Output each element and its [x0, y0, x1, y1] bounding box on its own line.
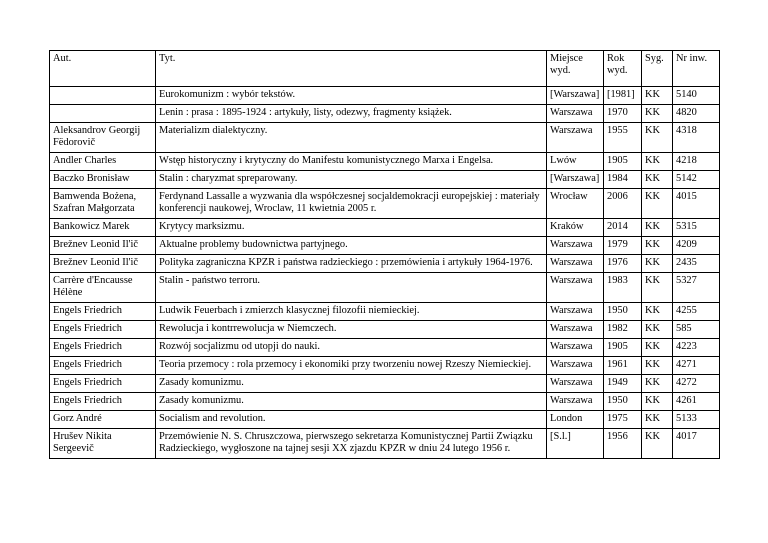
inventory-number-cell: 4218: [673, 153, 720, 171]
title-cell: Ferdynand Lassalle a wyzwania dla współczesnej socjaldemokracji europejskiej : materiały konferencji naukowej, Wroclaw, 11 kwietnia 2005 r.: [156, 189, 547, 219]
author-cell: Brežnev Leonid Il'ič: [50, 255, 156, 273]
year-cell: 1961: [604, 357, 642, 375]
signature-cell: KK: [642, 375, 673, 393]
table-row: [50, 393, 720, 411]
title-cell: Aktualne problemy budownictwa partyjnego.: [156, 237, 547, 255]
place-cell: Warszawa: [547, 321, 604, 339]
title-cell: Polityka zagraniczna KPZR i państwa radzieckiego : przemówienia i artykuły 1964-1976.: [156, 255, 547, 273]
author-cell: Brežnev Leonid Il'ič: [50, 237, 156, 255]
year-cell: 1975: [604, 411, 642, 429]
inventory-number-cell: 4017: [673, 429, 720, 459]
table-row: [50, 171, 720, 189]
year-cell: 1950: [604, 303, 642, 321]
inventory-number-cell: 4255: [673, 303, 720, 321]
place-cell: [Warszawa]: [547, 171, 604, 189]
place-cell: Warszawa: [547, 303, 604, 321]
place-cell: Wrocław: [547, 189, 604, 219]
author-cell: [50, 87, 156, 105]
table-row: [50, 321, 720, 339]
inventory-number-cell: 4223: [673, 339, 720, 357]
year-cell: 1983: [604, 273, 642, 303]
year-cell: 2006: [604, 189, 642, 219]
signature-cell: KK: [642, 219, 673, 237]
inventory-number-cell: 585: [673, 321, 720, 339]
inventory-number-cell: 4820: [673, 105, 720, 123]
title-cell: Ludwik Feuerbach i zmierzch klasycznej filozofii niemieckiej.: [156, 303, 547, 321]
author-cell: Engels Friedrich: [50, 375, 156, 393]
table-row: [50, 219, 720, 237]
column-header-place: Miejsce wyd.: [547, 51, 604, 87]
inventory-number-cell: 5327: [673, 273, 720, 303]
author-cell: [50, 105, 156, 123]
year-cell: 1949: [604, 375, 642, 393]
column-header-year: Rok wyd.: [604, 51, 642, 87]
inventory-number-cell: 4272: [673, 375, 720, 393]
place-cell: Warszawa: [547, 273, 604, 303]
place-cell: Warszawa: [547, 255, 604, 273]
signature-cell: KK: [642, 189, 673, 219]
place-cell: Warszawa: [547, 357, 604, 375]
author-cell: Engels Friedrich: [50, 321, 156, 339]
author-cell: Aleksandrov Georgij Fëdorovič: [50, 123, 156, 153]
signature-cell: KK: [642, 273, 673, 303]
table-row: [50, 237, 720, 255]
author-cell: Engels Friedrich: [50, 303, 156, 321]
title-cell: Stalin - państwo terroru.: [156, 273, 547, 303]
title-cell: Socialism and revolution.: [156, 411, 547, 429]
table-row: [50, 339, 720, 357]
title-cell: Rozwój socjalizmu od utopji do nauki.: [156, 339, 547, 357]
inventory-number-cell: 5140: [673, 87, 720, 105]
table-row: [50, 375, 720, 393]
table-row: [50, 123, 720, 153]
table-header-row: [50, 51, 720, 87]
author-cell: Hrušev Nikita Sergeevič: [50, 429, 156, 459]
column-header-signature: Syg.: [642, 51, 673, 87]
year-cell: 1984: [604, 171, 642, 189]
table-row: [50, 411, 720, 429]
signature-cell: KK: [642, 255, 673, 273]
year-cell: 1905: [604, 153, 642, 171]
year-cell: 1970: [604, 105, 642, 123]
author-cell: Engels Friedrich: [50, 357, 156, 375]
inventory-number-cell: 5315: [673, 219, 720, 237]
inventory-number-cell: 4261: [673, 393, 720, 411]
table-row: [50, 255, 720, 273]
place-cell: [Warszawa]: [547, 87, 604, 105]
author-cell: Bamwenda Bożena, Szafran Małgorzata: [50, 189, 156, 219]
place-cell: Lwów: [547, 153, 604, 171]
title-cell: Lenin : prasa : 1895-1924 : artykuły, listy, odezwy, fragmenty książek.: [156, 105, 547, 123]
place-cell: Warszawa: [547, 393, 604, 411]
author-cell: Baczko Bronisław: [50, 171, 156, 189]
signature-cell: KK: [642, 87, 673, 105]
inventory-number-cell: 4209: [673, 237, 720, 255]
place-cell: Warszawa: [547, 339, 604, 357]
inventory-number-cell: 4015: [673, 189, 720, 219]
author-cell: Engels Friedrich: [50, 393, 156, 411]
table-row: [50, 87, 720, 105]
author-cell: Andler Charles: [50, 153, 156, 171]
year-cell: 1982: [604, 321, 642, 339]
place-cell: [S.l.]: [547, 429, 604, 459]
author-cell: Bankowicz Marek: [50, 219, 156, 237]
column-header-title: Tyt.: [156, 51, 547, 87]
catalog-table: [49, 50, 720, 459]
author-cell: Carrère d'Encausse Hélène: [50, 273, 156, 303]
year-cell: 1950: [604, 393, 642, 411]
signature-cell: KK: [642, 123, 673, 153]
place-cell: Warszawa: [547, 375, 604, 393]
table-body: [50, 87, 720, 459]
table-row: [50, 273, 720, 303]
signature-cell: KK: [642, 357, 673, 375]
inventory-number-cell: 4271: [673, 357, 720, 375]
year-cell: 1905: [604, 339, 642, 357]
year-cell: 1976: [604, 255, 642, 273]
title-cell: Stalin : charyzmat spreparowany.: [156, 171, 547, 189]
inventory-number-cell: 4318: [673, 123, 720, 153]
catalog-page: [49, 50, 719, 459]
inventory-number-cell: 5133: [673, 411, 720, 429]
table-row: [50, 153, 720, 171]
signature-cell: KK: [642, 339, 673, 357]
signature-cell: KK: [642, 171, 673, 189]
title-cell: Eurokomunizm : wybór tekstów.: [156, 87, 547, 105]
year-cell: 2014: [604, 219, 642, 237]
signature-cell: KK: [642, 411, 673, 429]
signature-cell: KK: [642, 237, 673, 255]
title-cell: Krytycy marksizmu.: [156, 219, 547, 237]
signature-cell: KK: [642, 153, 673, 171]
table-row: [50, 105, 720, 123]
place-cell: Kraków: [547, 219, 604, 237]
signature-cell: KK: [642, 303, 673, 321]
title-cell: Rewolucja i kontrrewolucja w Niemczech.: [156, 321, 547, 339]
author-cell: Gorz André: [50, 411, 156, 429]
year-cell: 1955: [604, 123, 642, 153]
title-cell: Wstęp historyczny i krytyczny do Manifestu komunistycznego Marxa i Engelsa.: [156, 153, 547, 171]
year-cell: 1979: [604, 237, 642, 255]
table-row: [50, 429, 720, 459]
place-cell: Warszawa: [547, 237, 604, 255]
place-cell: Warszawa: [547, 123, 604, 153]
column-header-inventory-number: Nr inw.: [673, 51, 720, 87]
title-cell: Przemówienie N. S. Chruszczowa, pierwszego sekretarza Komunistycznej Partii Związku Radzieckiego, wygłoszone na tajnej sesji XX zjazdu KPZR w dniu 24 lutego 1956 r.: [156, 429, 547, 459]
place-cell: Warszawa: [547, 105, 604, 123]
year-cell: 1956: [604, 429, 642, 459]
author-cell: Engels Friedrich: [50, 339, 156, 357]
inventory-number-cell: 5142: [673, 171, 720, 189]
signature-cell: KK: [642, 429, 673, 459]
table-row: [50, 357, 720, 375]
title-cell: Zasady komunizmu.: [156, 393, 547, 411]
title-cell: Teoria przemocy : rola przemocy i ekonomiki przy tworzeniu nowej Rzeszy Niemieckiej.: [156, 357, 547, 375]
year-cell: [1981]: [604, 87, 642, 105]
title-cell: Zasady komunizmu.: [156, 375, 547, 393]
title-cell: Materializm dialektyczny.: [156, 123, 547, 153]
table-row: [50, 303, 720, 321]
inventory-number-cell: 2435: [673, 255, 720, 273]
column-header-author: Aut.: [50, 51, 156, 87]
signature-cell: KK: [642, 105, 673, 123]
signature-cell: KK: [642, 393, 673, 411]
signature-cell: KK: [642, 321, 673, 339]
place-cell: London: [547, 411, 604, 429]
table-row: [50, 189, 720, 219]
